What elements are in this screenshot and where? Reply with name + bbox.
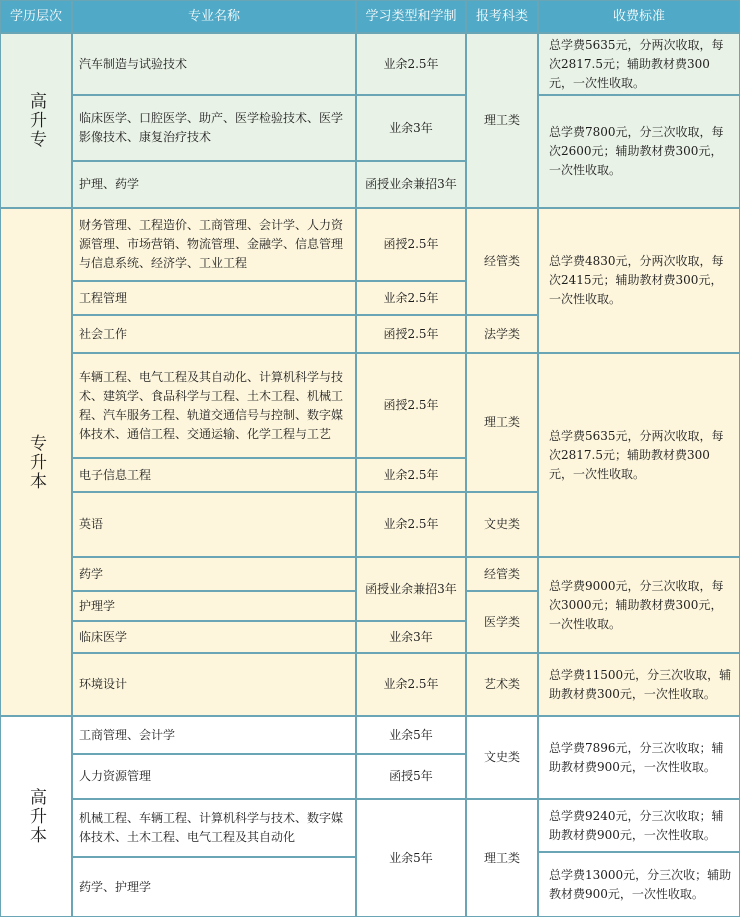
major-cell: 社会工作: [72, 315, 356, 353]
header-level: 学历层次: [0, 0, 72, 33]
fee-cell: 总学费4830元，分两次收取，每次2415元；辅助教材费300元，一次性收取。: [538, 208, 740, 353]
study-type-cell: 业余2.5年: [356, 492, 466, 557]
major-cell: 车辆工程、电气工程及其自动化、计算机科学与技术、建筑学、食品科学与工程、土木工程、机械工程、汽车服务工程、轨道交通信号与控制、数字媒体技术、通信工程、交通运输、化学工程与工艺: [72, 353, 356, 458]
study-type-cell: 函授业余兼招3年: [356, 557, 466, 621]
level-cell: 高升专: [0, 33, 72, 208]
fee-cell: 总学费5635元，分两次收取，每次2817.5元；辅助教材费300元，一次性收取。: [538, 353, 740, 557]
category-cell: 艺术类: [466, 653, 538, 716]
major-cell: 环境设计: [72, 653, 356, 716]
major-cell: 工程管理: [72, 281, 356, 315]
major-cell: 财务管理、工程造价、工商管理、会计学、人力资源管理、市场营销、物流管理、金融学、信息管理与信息系统、经济学、工业工程: [72, 208, 356, 281]
major-cell: 药学: [72, 557, 356, 591]
major-cell: 药学、护理学: [72, 857, 356, 917]
category-cell: 法学类: [466, 315, 538, 353]
fee-cell: 总学费9000元，分三次收取，每次3000元；辅助教材费300元，一次性收取。: [538, 557, 740, 653]
study-type-cell: 业余2.5年: [356, 33, 466, 95]
header-category: 报考科类: [466, 0, 538, 33]
study-type-cell: 函授业余兼招3年: [356, 161, 466, 208]
study-type-cell: 业余5年: [356, 799, 466, 917]
study-type-cell: 业余2.5年: [356, 458, 466, 492]
study-type-cell: 函授5年: [356, 754, 466, 799]
study-type-cell: 业余2.5年: [356, 653, 466, 716]
fee-cell: 总学费9240元，分三次收取；辅助教材费900元，一次性收取。: [538, 799, 740, 852]
major-cell: 汽车制造与试验技术: [72, 33, 356, 95]
fee-cell: 总学费7896元，分三次收取；辅助教材费900元，一次性收取。: [538, 716, 740, 799]
category-cell: 经管类: [466, 208, 538, 315]
header-fee: 收费标准: [538, 0, 740, 33]
fee-cell: 总学费7800元，分三次收取，每次2600元；辅助教材费300元，一次性收取。: [538, 95, 740, 208]
category-cell: 医学类: [466, 591, 538, 653]
study-type-cell: 业余3年: [356, 621, 466, 653]
study-type-cell: 函授2.5年: [356, 208, 466, 281]
study-type-cell: 函授2.5年: [356, 315, 466, 353]
study-type-cell: 业余5年: [356, 716, 466, 754]
level-cell: 专升本: [0, 208, 72, 716]
major-cell: 临床医学、口腔医学、助产、医学检验技术、医学影像技术、康复治疗技术: [72, 95, 356, 161]
category-cell: 理工类: [466, 353, 538, 492]
category-cell: 理工类: [466, 33, 538, 208]
major-cell: 护理学: [72, 591, 356, 621]
study-type-cell: 业余3年: [356, 95, 466, 161]
major-cell: 人力资源管理: [72, 754, 356, 799]
fee-cell: 总学费13000元，分三次收；辅助教材费900元，一次性收取。: [538, 852, 740, 917]
major-cell: 临床医学: [72, 621, 356, 653]
major-cell: 机械工程、车辆工程、计算机科学与技术、数字媒体技术、土木工程、电气工程及其自动化: [72, 799, 356, 857]
category-cell: 经管类: [466, 557, 538, 591]
header-major: 专业名称: [72, 0, 356, 33]
major-cell: 电子信息工程: [72, 458, 356, 492]
major-cell: 英语: [72, 492, 356, 557]
category-cell: 文史类: [466, 716, 538, 799]
level-cell: 高升本: [0, 716, 72, 917]
fee-cell: 总学费5635元，分两次收取，每次2817.5元；辅助教材费300元，一次性收取。: [538, 33, 740, 95]
major-cell: 工商管理、会计学: [72, 716, 356, 754]
fee-cell: 总学费11500元，分三次收取，辅助教材费300元，一次性收取。: [538, 653, 740, 716]
study-type-cell: 业余2.5年: [356, 281, 466, 315]
header-study-type: 学习类型和学制: [356, 0, 466, 33]
major-cell: 护理、药学: [72, 161, 356, 208]
category-cell: 理工类: [466, 799, 538, 917]
category-cell: 文史类: [466, 492, 538, 557]
study-type-cell: 函授2.5年: [356, 353, 466, 458]
